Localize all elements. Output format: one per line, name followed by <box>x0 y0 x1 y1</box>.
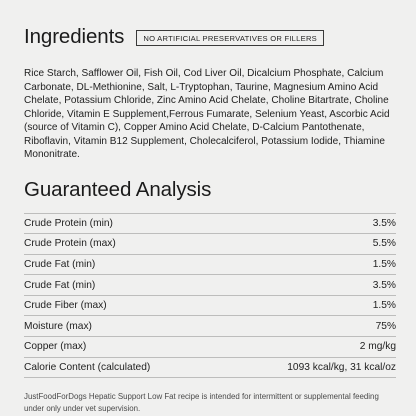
feeding-footnote: JustFoodForDogs Hepatic Support Low Fat recipe is intended for intermittent or supplemental feeding under only under vet supervision. <box>24 392 379 413</box>
table-row <box>24 296 396 317</box>
row-label: Crude Fat (min) <box>24 279 96 291</box>
table-row <box>24 255 396 276</box>
table-row <box>24 275 396 296</box>
table-row <box>24 337 396 358</box>
row-label: Copper (max) <box>24 341 87 353</box>
table-row <box>24 316 396 337</box>
row-value: 3.5% <box>372 217 396 229</box>
row-label: Crude Protein (min) <box>24 217 113 229</box>
table-row <box>24 234 396 255</box>
row-label: Calorie Content (calculated) <box>24 361 151 373</box>
row-label: Crude Protein (max) <box>24 238 116 250</box>
row-label: Crude Fiber (max) <box>24 300 107 312</box>
row-value: 2 mg/kg <box>359 341 396 353</box>
table-row <box>24 214 396 235</box>
row-label: Crude Fat (min) <box>24 258 96 270</box>
row-value: 75% <box>375 320 396 332</box>
table-row <box>24 358 396 379</box>
nutrition-panel <box>24 22 396 414</box>
guaranteed-analysis-title: Guaranteed Analysis <box>24 177 212 201</box>
ingredients-header <box>24 22 396 52</box>
analysis-table <box>24 213 396 379</box>
row-label: Moisture (max) <box>24 320 92 332</box>
row-value: 1.5% <box>372 300 396 312</box>
no-preservatives-badge: NO ARTIFICIAL PRESERVATIVES OR FILLERS <box>136 30 324 46</box>
row-value: 5.5% <box>372 238 396 250</box>
row-value: 1.5% <box>372 258 396 270</box>
row-value: 3.5% <box>372 279 396 291</box>
row-value: 1093 kcal/kg, 31 kcal/oz <box>287 361 396 373</box>
ingredients-list: Rice Starch, Safflower Oil, Fish Oil, Cod Liver Oil, Dicalcium Phosphate, Calcium Carbonate, DL-Methionine, Salt, L-Tryptophan, Taurine, Magnesium Amino Acid Chelate, Potassium Chloride, Zinc Amino Acid Chelate, Choline Bitartrate, Choline Chloride, Vitamin E Supplement,Ferrous Fumarate, Selenium Yeast, Ascorbic Acid (source of Vitamin C), Copper Amino Acid Chelate, D-Calcium Pantothenate, Riboflavin, Vitamin B12 Supplement, Cholecalciferol, Potassium Iodide, Thiamine Mononitrate. <box>24 68 390 160</box>
ingredients-title: Ingredients <box>24 25 125 48</box>
